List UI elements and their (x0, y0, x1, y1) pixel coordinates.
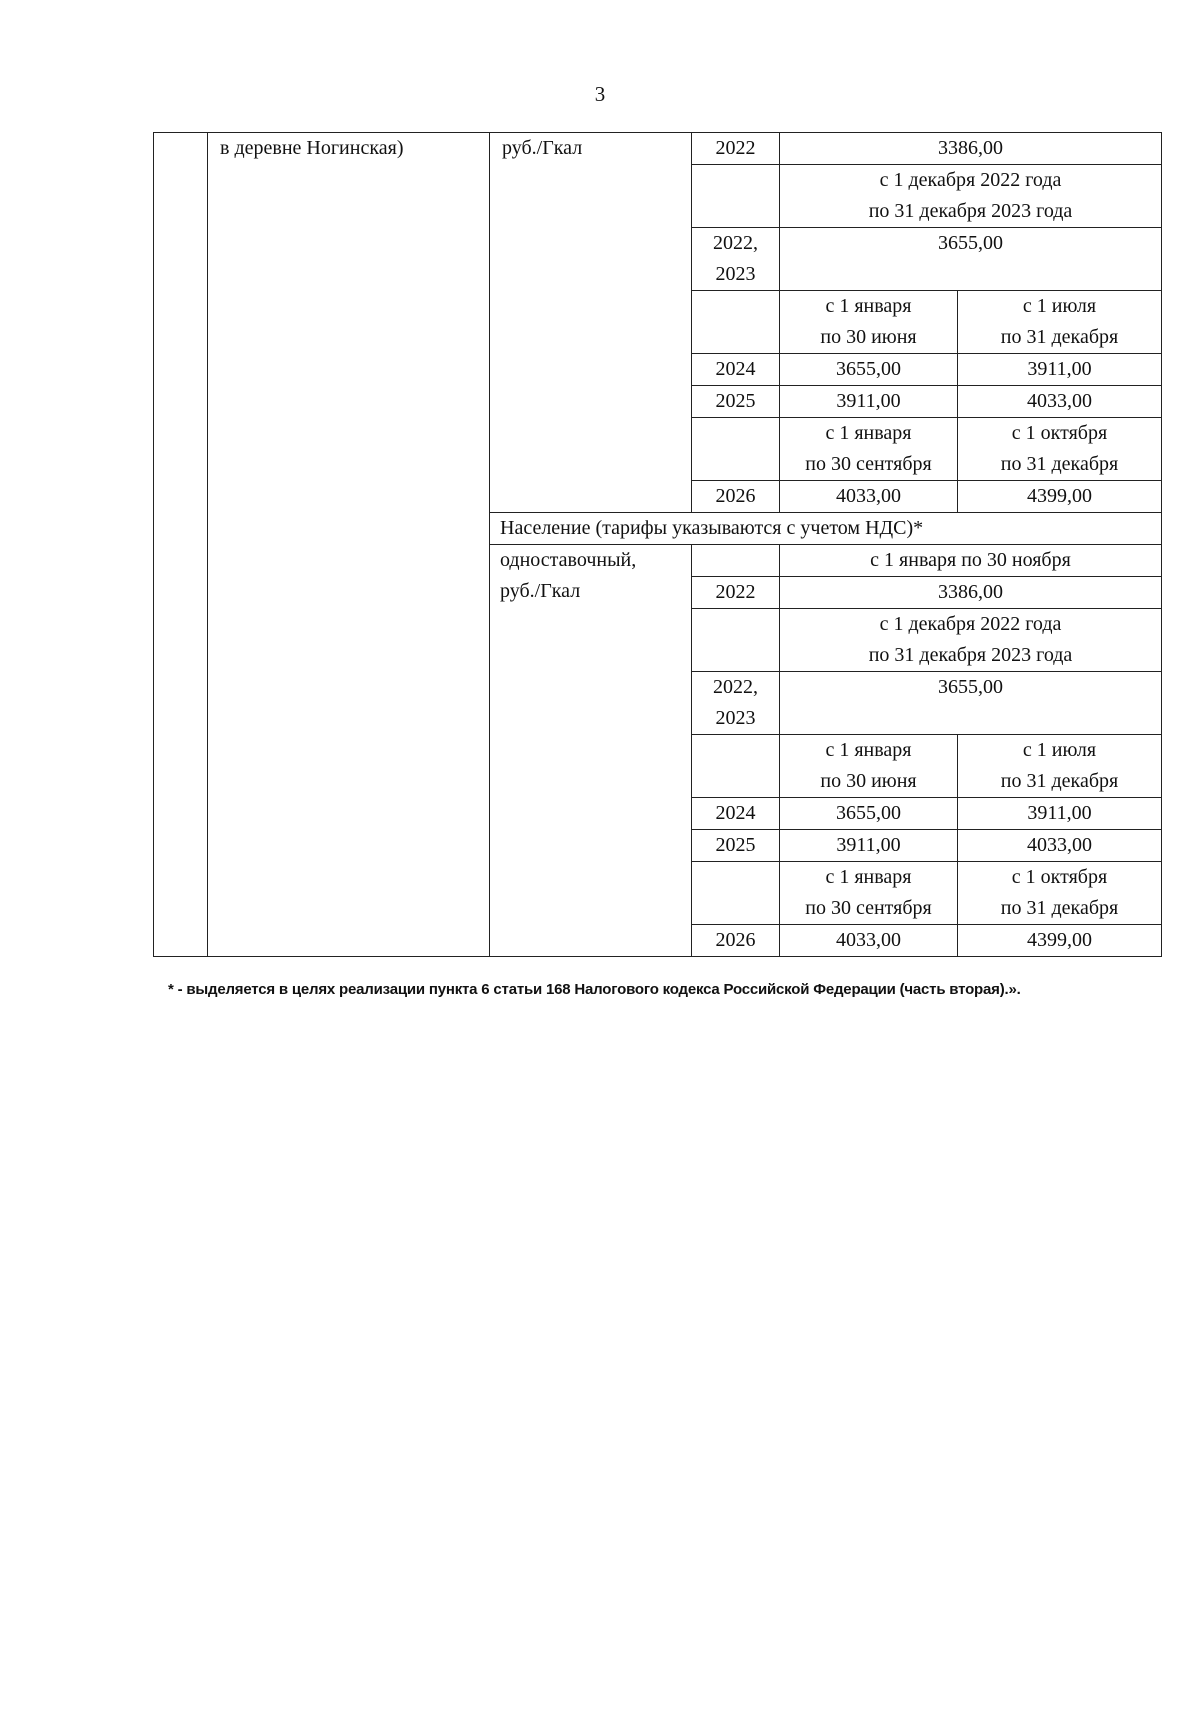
table-row (154, 133, 1162, 165)
value-cell: 3386,00 (780, 133, 1162, 165)
year-cell: 2024 (692, 354, 780, 386)
period-cell: с 1 января по 30 июня (780, 291, 958, 354)
year-cell (692, 735, 780, 798)
value-cell: 3386,00 (780, 577, 1162, 609)
footnote: * - выделяется в целях реализации пункта 6 статьи 168 Налогового кодекса Российской Федерации (часть вторая).». (168, 981, 1021, 998)
year-cell: 2025 (692, 386, 780, 418)
row-label-cell: в деревне Ногинская) (208, 133, 490, 957)
year-cell: 2025 (692, 830, 780, 862)
year-cell: 2022 (692, 133, 780, 165)
value-cell: 3911,00 (958, 798, 1162, 830)
year-cell (692, 862, 780, 925)
year-cell: 2026 (692, 481, 780, 513)
value-cell: 3655,00 (780, 354, 958, 386)
tariff-table (153, 132, 1162, 957)
unit-cell: руб./Гкал (490, 133, 692, 513)
period-cell: с 1 января по 30 сентября (780, 862, 958, 925)
value-cell: 4033,00 (958, 830, 1162, 862)
year-cell (692, 165, 780, 228)
year-cell: 2022, 2023 (692, 672, 780, 735)
year-cell: 2022, 2023 (692, 228, 780, 291)
period-cell: с 1 октября по 31 декабря (958, 418, 1162, 481)
period-cell: с 1 июля по 31 декабря (958, 291, 1162, 354)
value-cell: 3655,00 (780, 798, 958, 830)
period-cell: с 1 января по 30 сентября (780, 418, 958, 481)
value-cell: 3655,00 (780, 228, 1162, 291)
unit-cell: одноставочный, руб./Гкал (490, 545, 692, 957)
value-cell: 3911,00 (780, 386, 958, 418)
year-cell: 2026 (692, 925, 780, 957)
year-cell (692, 609, 780, 672)
page-number: 3 (594, 82, 606, 106)
period-cell: с 1 декабря 2022 года по 31 декабря 2023 года (780, 165, 1162, 228)
value-cell: 4399,00 (958, 925, 1162, 957)
value-cell: 3911,00 (958, 354, 1162, 386)
period-cell: с 1 июля по 31 декабря (958, 735, 1162, 798)
value-cell: 3911,00 (780, 830, 958, 862)
value-cell: 3655,00 (780, 672, 1162, 735)
value-cell: 4033,00 (958, 386, 1162, 418)
population-header: Население (тарифы указываются с учетом НДС)* (490, 513, 1162, 545)
period-cell: с 1 октября по 31 декабря (958, 862, 1162, 925)
year-cell: 2024 (692, 798, 780, 830)
period-cell: с 1 января по 30 июня (780, 735, 958, 798)
year-cell: 2022 (692, 577, 780, 609)
value-cell: 4399,00 (958, 481, 1162, 513)
year-cell (692, 418, 780, 481)
number-cell (154, 133, 208, 957)
year-cell (692, 545, 780, 577)
year-cell (692, 291, 780, 354)
period-cell: с 1 января по 30 ноября (780, 545, 1162, 577)
period-cell: с 1 декабря 2022 года по 31 декабря 2023 года (780, 609, 1162, 672)
value-cell: 4033,00 (780, 481, 958, 513)
value-cell: 4033,00 (780, 925, 958, 957)
